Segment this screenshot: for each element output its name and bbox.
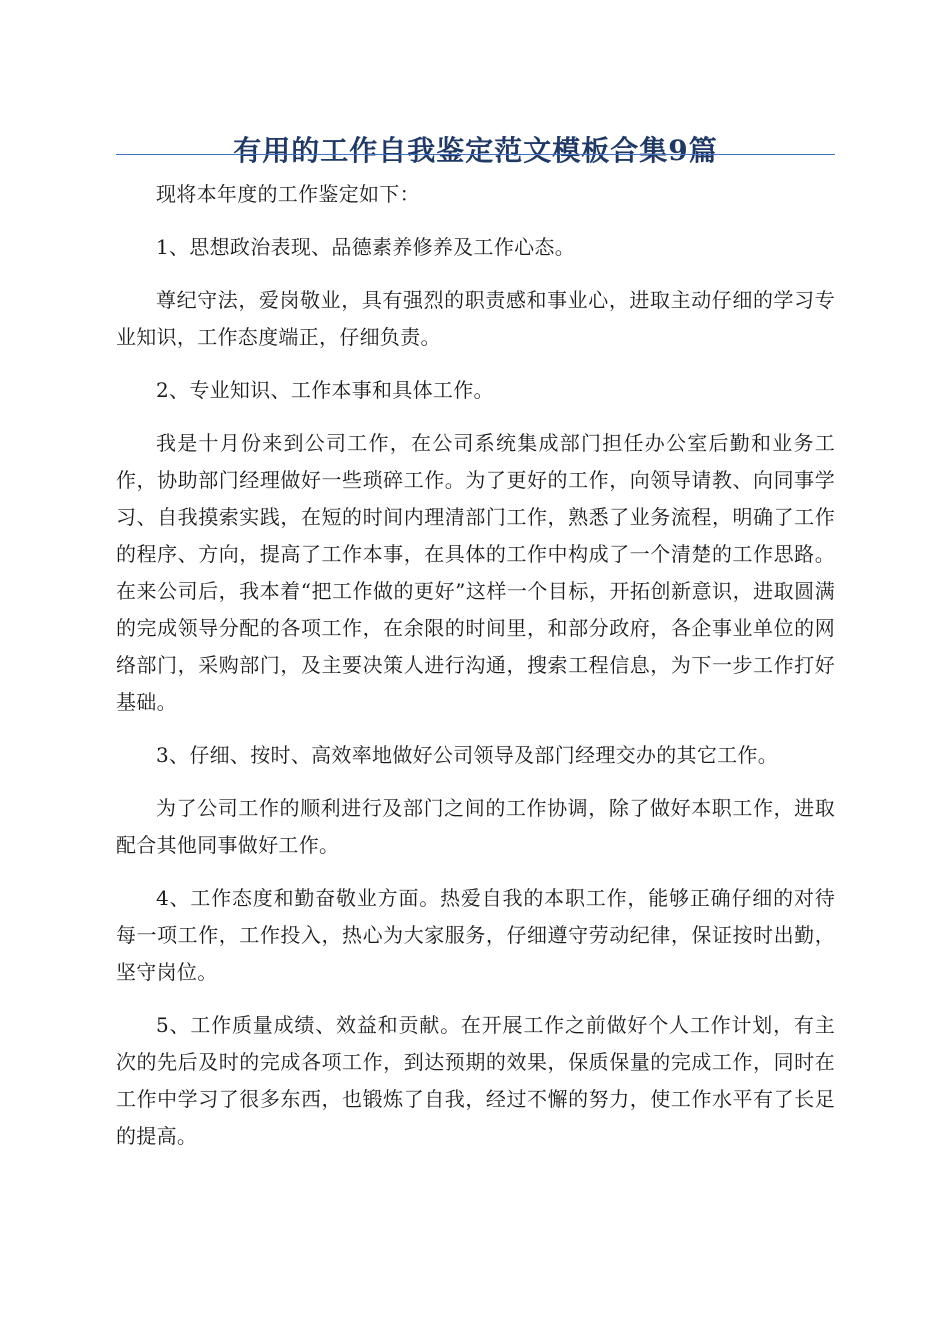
paragraph-content-1: 尊纪守法，爱岗敬业，具有强烈的职责感和事业心，进取主动仔细的学习专业知识，工作态度端正，仔细负责。: [116, 288, 835, 349]
document-title: 有用的工作自我鉴定范文模板合集9篇: [233, 133, 718, 167]
paragraph-intro: 现将本年度的工作鉴定如下：: [156, 182, 420, 206]
paragraph-item-4: 4、工作态度和勤奋敬业方面。热爱自我的本职工作，能够正确仔细的对待每一项工作，工作投入，热心为大家服务，仔细遵守劳动纪律，保证按时出勤，坚守岗位。: [116, 886, 835, 984]
title-underline: [116, 154, 835, 155]
paragraph-heading-3: 3、仔细、按时、高效率地做好公司领导及部门经理交办的其它工作。: [156, 743, 779, 767]
document-body: [116, 176, 835, 1171]
paragraph-content-3: 为了公司工作的顺利进行及部门之间的工作协调，除了做好本职工作，进取配合其他同事做好工作。: [116, 796, 835, 857]
paragraph-item-5: 5、工作质量成绩、效益和贡献。在开展工作之前做好个人工作计划，有主次的先后及时的完成各项工作，到达预期的效果，保质保量的完成工作，同时在工作中学习了很多东西，也锻炼了自我，经过不懈的努力，使工作水平有了长足的提高。: [116, 1013, 835, 1148]
paragraph-heading-2: 2、专业知识、工作本事和具体工作。: [156, 378, 494, 402]
paragraph-heading-1: 1、思想政治表现、品德素养修养及工作心态。: [156, 235, 576, 259]
paragraph-content-2: 我是十月份来到公司工作，在公司系统集成部门担任办公室后勤和业务工作，协助部门经理做好一些琐碎工作。为了更好的工作，向领导请教、向同事学习、自我摸索实践，在短的时间内理清部门工作，熟悉了业务流程，明确了工作的程序、方向，提高了工作本事，在具体的工作中构成了一个清楚的工作思路。在来公司后，我本着“把工作做的更好”这样一个目标，开拓创新意识，进取圆满的完成领导分配的各项工作，在余限的时间里，和部分政府，各企事业单位的网络部门，采购部门，及主要决策人进行沟通，搜索工程信息，为下一步工作打好基础。: [116, 431, 835, 714]
